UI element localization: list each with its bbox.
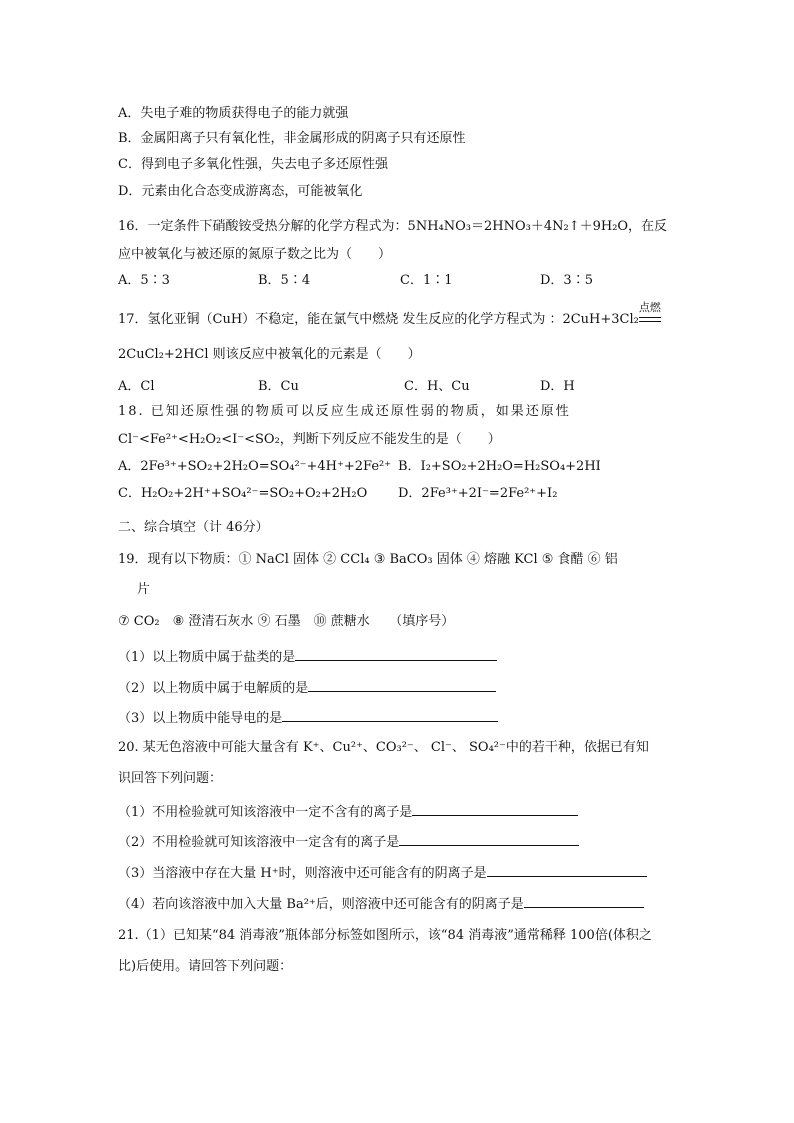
q17-stem-line1 [118,301,661,329]
q15-option-c: C．得到电子多氧化性强，失去电子多还原性强 [118,157,388,172]
answer-blank[interactable] [308,677,496,692]
q18-stem-line2: Cl⁻<Fe²⁺<H₂O₂<I⁻<SO₂，判断下列反应不能发生的是（ ） [118,432,501,447]
q19-sub3-text: （3）以上物质中能导电的是 [118,711,283,726]
q20-sub1 [118,801,578,822]
q20-sub2-text: （2）不用检验就可知该溶液中一定含有的离子是 [118,835,400,850]
q18-option-c: C．H₂O₂+2H⁺+SO₄²⁻=SO₂+O₂+2H₂O [118,486,368,501]
q19-stem-line2: ⑦ CO₂ ⑧ 澄清石灰水 ⑨ 石墨 ⑩ 蔗糖水 （填序号） [118,614,455,629]
reaction-condition: 点燃 [638,301,661,314]
q16-stem-line2: 应中被氧化与被还原的氮原子数之比为（ ） [118,247,392,262]
q19-sub3 [118,707,498,728]
q17-option-d: D．H [540,379,575,394]
q16-option-b: B．5∶4 [258,273,311,288]
q18-option-d: D．2Fe³⁺+2I⁻=2Fe²⁺+I₂ [398,486,558,501]
q19-sub2-text: （2）以上物质中属于电解质的是 [118,681,309,696]
q17-stem-text: 17．氢化亚铜（CuH）不稳定，能在氯气中燃烧 发生反应的化学方程式为 ：2CuH+3Cl₂ [118,312,639,327]
answer-blank[interactable] [282,707,498,722]
q17-option-c: C．H、Cu [404,379,470,394]
q20-sub4-text: （4）若向该溶液中加入大量 Ba²⁺后，则溶液中还可能含有的阴离子是 [118,897,524,912]
q20-stem-line1: 20. 某无色溶液中可能大量含有 K⁺、Cu²⁺、CO₃²⁻、 Cl⁻、 SO₄²⁻中的若干种，依据已有知 [118,740,649,755]
section-title: 二、综合填空（计 46分） [118,520,269,535]
q15-option-b: B．金属阳离子只有氧化性，非金属形成的阴离子只有还原性 [118,131,466,146]
q19-sub2 [118,677,496,698]
q16-option-a: A．5∶3 [118,273,170,288]
q20-sub1-text: （1）不用检验就可知该溶液中一定不含有的离子是 [118,805,413,820]
q20-sub3-text: （3）当溶液中存在大量 H⁺时，则溶液中还可能含有的阴离子是 [118,866,487,881]
reaction-arrow [638,301,661,329]
q21-stem-line2: 比)后使用。请回答下列问题： [118,959,293,974]
q15-option-a: A．失电子难的物质获得电子的能力就强 [118,106,349,121]
answer-blank[interactable] [487,862,647,877]
q16-option-c: C．1∶1 [400,273,453,288]
answer-blank[interactable] [295,646,497,661]
q18-option-b: B．I₂+SO₂+2H₂O=H₂SO₄+2HI [398,459,601,474]
q19-sub1 [118,646,497,667]
answer-blank[interactable] [524,893,644,908]
reaction-bar [639,317,661,322]
q15-option-d: D．元素由化合态变成游离态，可能被氧化 [118,184,363,199]
q16-stem-line1: 16．一定条件下硝酸铵受热分解的化学方程式为：5NH₄NO₃＝2HNO₃＋4N₂↑＋9H₂O，在反 [118,219,668,234]
answer-blank[interactable] [399,831,579,846]
q17-stem-line2: 2CuCl₂+2HCl 则该反应中被氧化的元素是（ ） [118,347,421,362]
q20-sub3 [118,862,647,883]
answer-blank[interactable] [412,801,578,816]
q19-stem-line1: 19．现有以下物质：① NaCl 固体 ② CCl₄ ③ BaCO₃ 固体 ④ 熔融 KCl ⑤ 食醋 ⑥ 铝 [118,552,618,567]
q17-option-a: A．Cl [118,379,155,394]
q21-stem-line1: 21.（1）已知某“84 消毒液”瓶体部分标签如图所示，该“84 消毒液”通常稀释 100倍(体积之 [118,928,652,943]
q20-sub4 [118,893,644,914]
q16-option-d: D．3∶5 [540,273,593,288]
q19-stem-line1-wrap: 片 [137,582,151,597]
q19-sub1-text: （1）以上物质中属于盐类的是 [118,650,296,665]
q20-stem-line2: 识回答下列问题： [118,771,223,786]
q17-option-b: B．Cu [258,379,299,394]
q18-option-a: A．2Fe³⁺+SO₂+2H₂O=SO₄²⁻+4H⁺+2Fe²⁺ [118,459,392,474]
q20-sub2 [118,831,579,852]
q18-stem-line1: 18. 已知还原性强的物质可以反应生成还原性弱的物质，如果还原性 [118,404,571,419]
